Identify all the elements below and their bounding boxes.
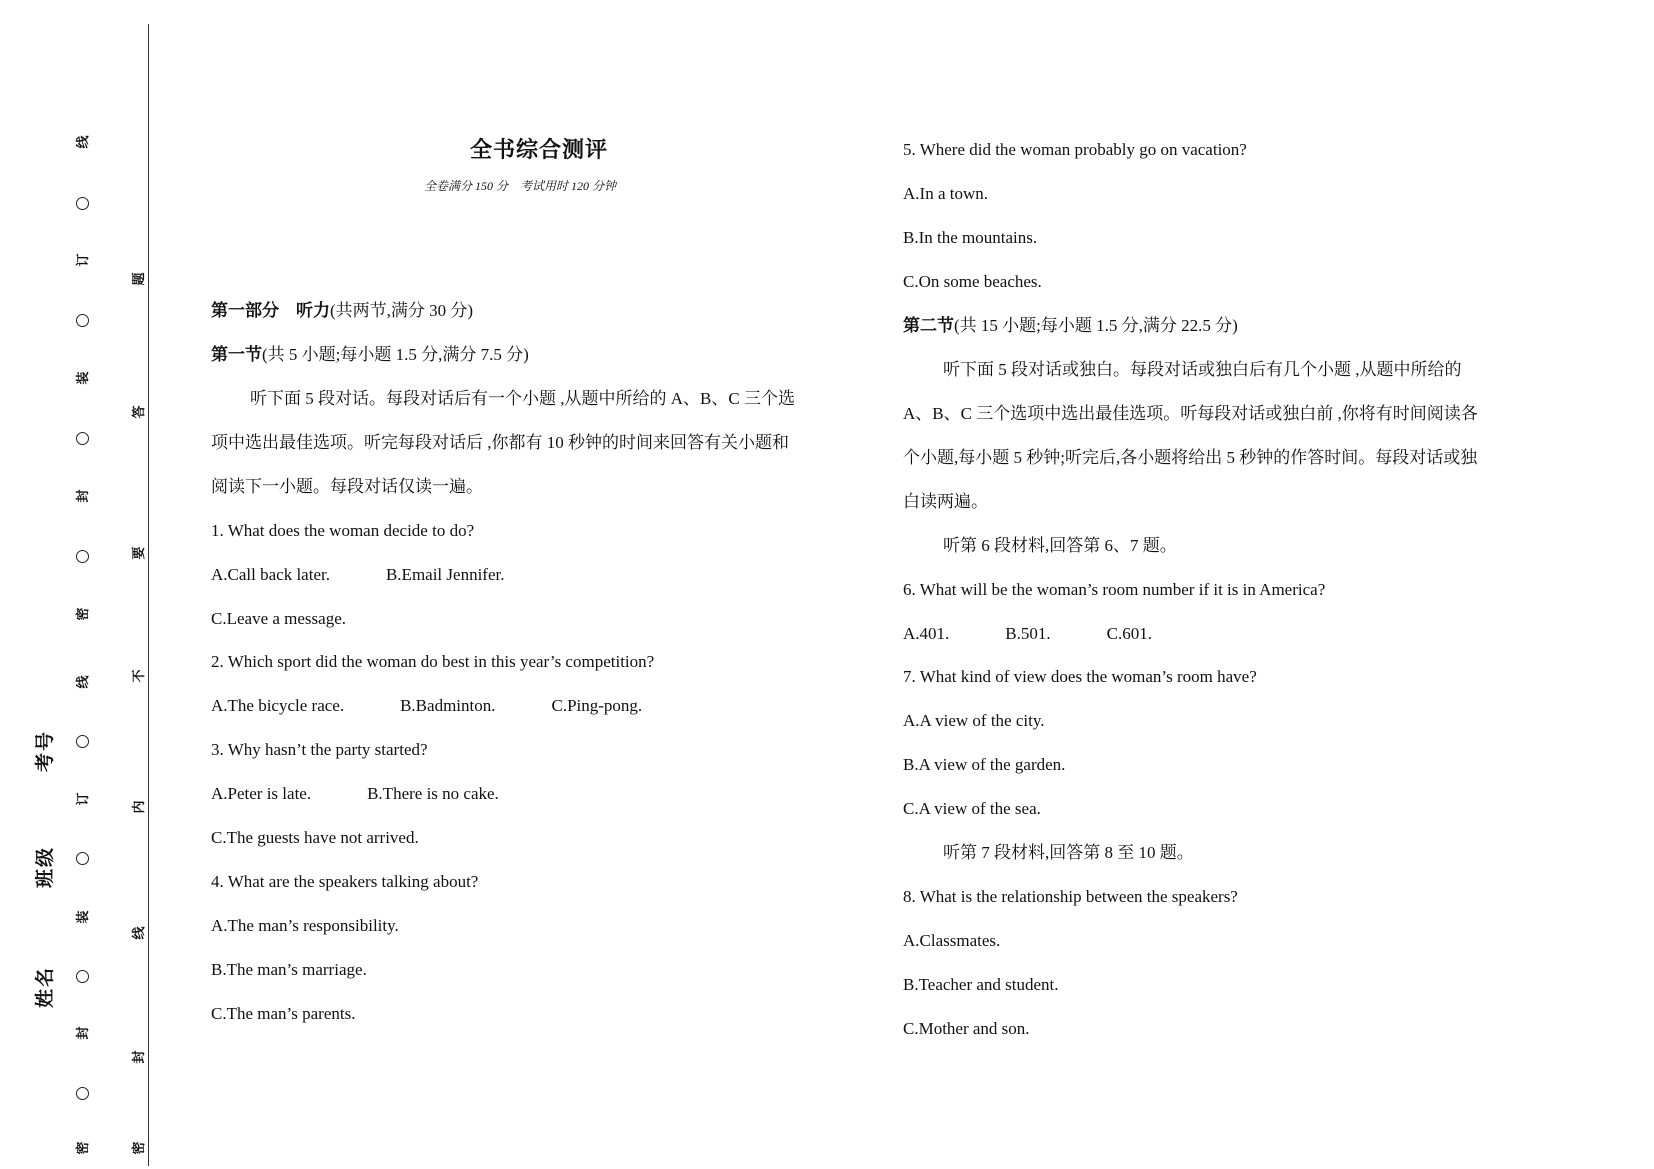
margin-circle [76,1087,89,1100]
question-5: 5. Where did the woman probably go on vacation? [903,140,1247,159]
margin-char: 内 [131,800,146,814]
option-c: C.Ping-pong. [551,696,643,715]
part-one-heading [211,300,473,322]
option-b: B.501. [1005,624,1051,643]
margin-char: 线 [75,675,90,689]
instruction-line: A、B、C 三个选项中选出最佳选项。听每段对话或独白前 ,你将有时间阅读各 [903,404,1478,423]
instruction-line: 阅读下一小题。每段对话仅读一遍。 [211,477,483,496]
option-c: C.On some beaches. [903,272,1042,291]
section-two-note: (共 15 小题;每小题 1.5 分,满分 22.5 分) [954,316,1238,335]
option-b: B.There is no cake. [367,784,499,803]
section-one-heading [211,344,529,366]
section-two-label: 第二节 [903,316,954,335]
question-6: 6. What will be the woman’s room number if it is in America? [903,580,1326,599]
option-b: B.Teacher and student. [903,975,1059,994]
margin-char: 答 [131,405,146,419]
option-a: A.Classmates. [903,931,1001,950]
material-7-note: 听第 7 段材料,回答第 8 至 10 题。 [943,843,1194,862]
section-two-heading [903,315,1238,337]
question-2: 2. Which sport did the woman do best in this year’s competition? [211,652,655,671]
option-b: B.In the mountains. [903,228,1038,247]
margin-circle [76,550,89,563]
instruction-line: 白读两遍。 [903,492,988,511]
option-a: A.401. [903,624,950,643]
option-c: C.The guests have not arrived. [211,828,419,847]
margin-char: 封 [131,1050,146,1064]
part-one-label: 第一部分 听力 [211,301,330,320]
question-7: 7. What kind of view does the woman’s room have? [903,667,1257,686]
margin-circle [76,735,89,748]
option-a: A.A view of the city. [903,711,1045,730]
options-row [211,695,698,717]
question-8: 8. What is the relationship between the speakers? [903,887,1238,906]
option-a: A.Peter is late. [211,784,312,803]
option-c: C.601. [1106,624,1152,643]
option-b: B.Badminton. [400,696,496,715]
option-c: C.Mother and son. [903,1019,1030,1038]
material-6-note: 听第 6 段材料,回答第 6、7 题。 [943,536,1177,555]
instruction-line: 个小题,每小题 5 秒钟;听完后,各小题将给出 5 秒钟的作答时间。每段对话或独 [903,448,1478,467]
name-label: 姓名 [35,965,56,1008]
option-c: C.Leave a message. [211,609,346,628]
options-row [211,783,555,805]
option-b: B.A view of the garden. [903,755,1066,774]
option-b: B.Email Jennifer. [385,565,505,584]
instruction-line: 项中选出最佳选项。听完每段对话后 ,你都有 10 秒钟的时间来回答有关小题和 [211,433,789,452]
margin-char: 线 [75,135,90,149]
margin-char: 订 [75,253,90,267]
question-1: 1. What does the woman decide to do? [211,521,475,540]
options-row [211,564,560,586]
option-a: A.The bicycle race. [211,696,345,715]
section-one-note: (共 5 小题;每小题 1.5 分,满分 7.5 分) [262,345,529,364]
page-subtitle: 全卷满分 150 分 考试用时 120 分钟 [424,179,617,193]
option-c: C.The man’s parents. [211,1004,356,1023]
margin-char: 题 [131,272,146,286]
exam-number-label: 考号 [35,729,56,772]
margin-char: 密 [75,607,90,621]
binding-line [148,24,149,1166]
instruction-line: 听下面 5 段对话或独白。每段对话或独白后有几个小题 ,从题中所给的 [943,360,1462,379]
question-3: 3. Why hasn’t the party started? [211,740,428,759]
option-a: A.In a town. [903,184,988,203]
margin-char: 装 [75,910,90,924]
margin-circle [76,970,89,983]
margin-char: 封 [75,1026,90,1040]
margin-char: 封 [75,489,90,503]
option-a: A.The man’s responsibility. [211,916,399,935]
question-4: 4. What are the speakers talking about? [211,872,479,891]
instruction-line: 听下面 5 段对话。每段对话后有一个小题 ,从题中所给的 A、B、C 三个选 [250,389,795,408]
margin-char: 订 [75,792,90,806]
part-one-note: (共两节,满分 30 分) [330,301,474,320]
class-label: 班级 [35,845,56,888]
page-title: 全书综合测评 [470,137,609,162]
options-row [903,623,1208,645]
margin-char: 装 [75,371,90,385]
option-b: B.The man’s marriage. [211,960,367,979]
section-one-label: 第一节 [211,345,262,364]
margin-char: 线 [131,926,146,940]
margin-circle [76,314,89,327]
margin-char: 不 [131,669,146,683]
option-c: C.A view of the sea. [903,799,1041,818]
margin-char: 密 [75,1141,90,1155]
margin-circle [76,432,89,445]
margin-circle [76,852,89,865]
margin-char: 密 [131,1141,146,1155]
margin-char: 要 [131,546,146,560]
option-a: A.Call back later. [211,565,330,584]
margin-circle [76,197,89,210]
